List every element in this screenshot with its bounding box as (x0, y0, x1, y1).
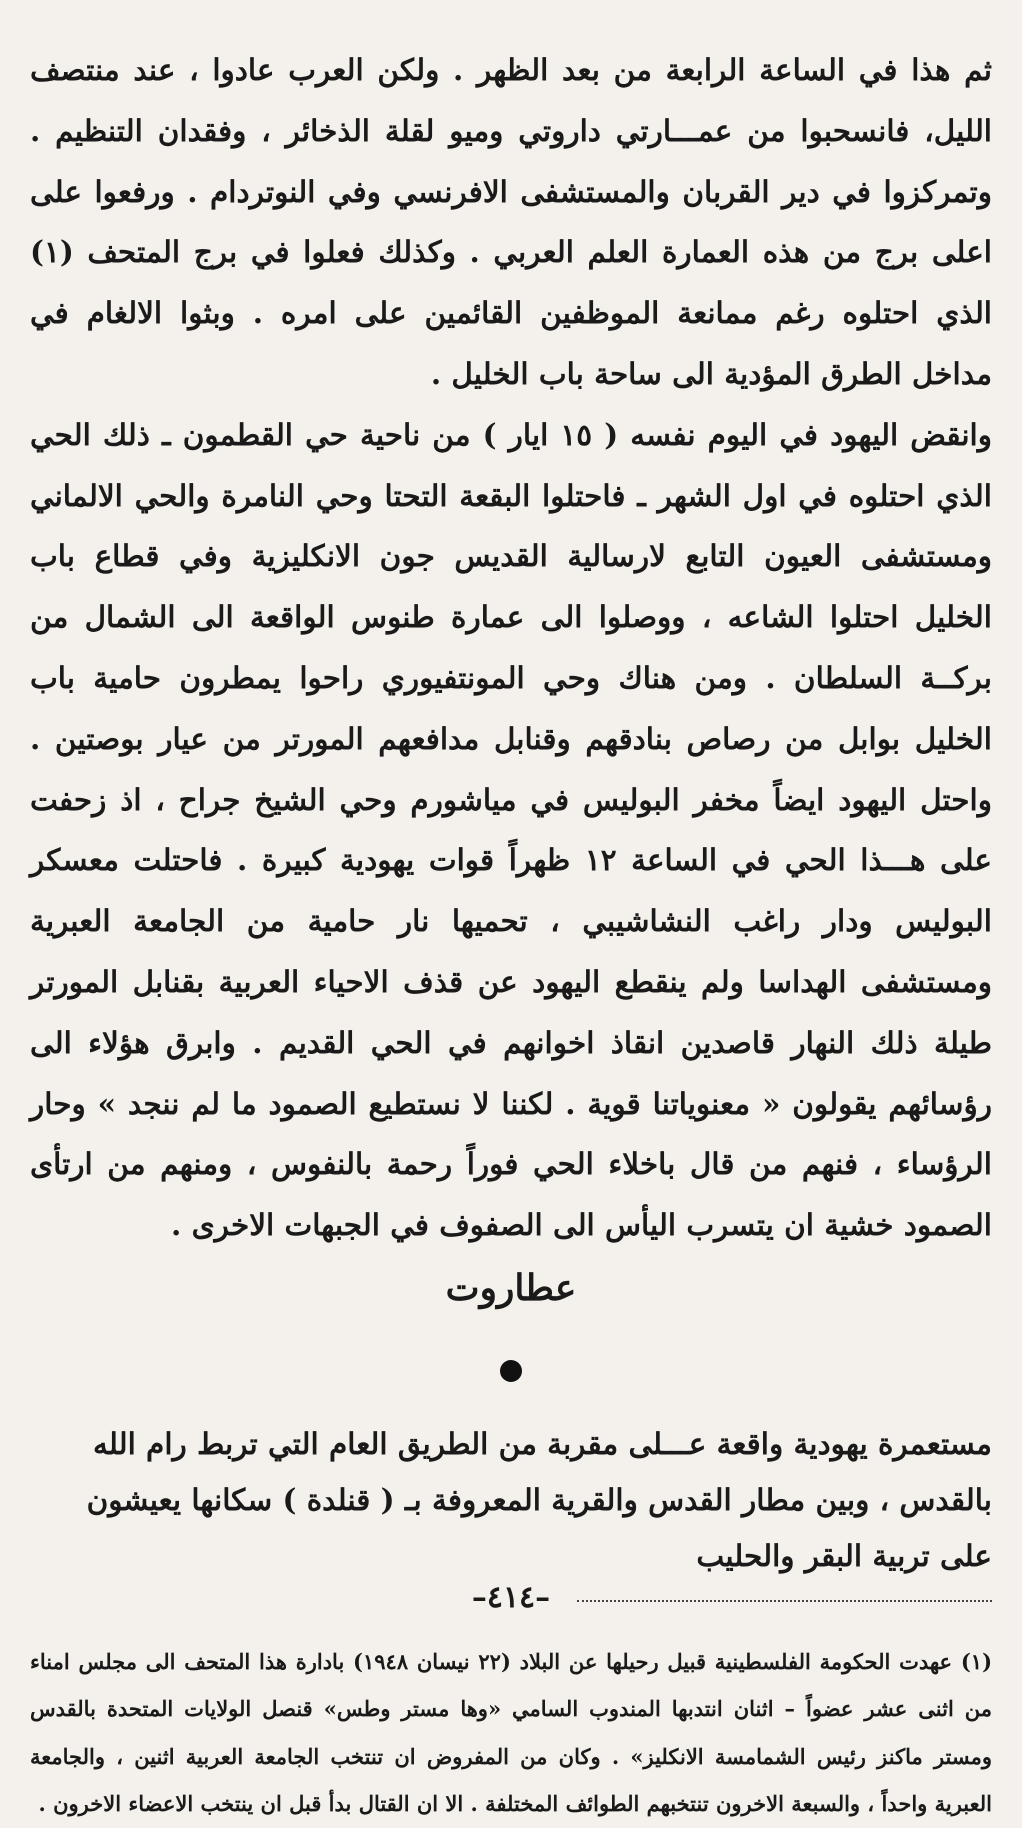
main-text (30, 40, 992, 1256)
paragraph-1: ثم هذا في الساعة الرابعة من بعد الظهر . ولكن العرب عادوا ، عند منتصف الليل، فانسحبوا من عمـــارتي داروتي وميو لقلة الذخائر ، وفقدان التنظيم . وتمركزوا في دير القربان والمستشفى الافرنسي وفي النوتردام . ورفعوا على اعلى برج من هذه العمارة العلم العربي . وكذلك فعلوا في برج المتحف (١) الذي احتلوه رغم ممانعة الموظفين القائمين على امره . وبثوا الالغام في مداخل الطرق المؤدية الى ساحة باب الخليل . (30, 52, 992, 391)
page-number: –٤١٤– (471, 1580, 551, 1615)
section-heading: عطاروت (445, 1266, 577, 1309)
bullet-icon (500, 1360, 522, 1382)
section-paragraph: مستعمرة يهودية واقعة عـــلى مقربة من الطريق العام التي تربط رام الله بالقدس ، وبين مطار القدس والقرية المعروفة بـ ( قنلدة ) سكانها يعيشون على تربية البقر والحليب (86, 1425, 992, 1573)
paragraph-2: وانقض اليهود في اليوم نفسه ( ١٥ ايار ) من ناحية حي القطمون ـ ذلك الحي الذي احتلوه في اول الشهر ـ فاحتلوا البقعة التحتا وحي النامرة والحي الالماني ومستشفى العيون التابع لارسالية القديس جون الانكليزية وفي قطاع باب الخليل احتلوا الشاعه ، ووصلوا الى عمارة طنوس الواقعة الى الشمال من بركــة السلطان . ومن هناك وحي المونتفيوري راحوا يمطرون حامية باب الخليل بوابل من رصاص بنادقهم وقنابل مدافعهم المورتر من عيار بوصتين . واحتل اليهود ايضاً مخفر البوليس في مياشورم وحي الشيخ جراح ، اذ زحفت على هـــذا الحي في الساعة ١٢ ظهراً قوات يهودية كبيرة . فاحتلت معسكر البوليس ودار راغب النشاشيبي ، تحميها نار حامية من الجامعة العبرية ومستشفى الهداسا ولم ينقطع اليهود عن قذف الاحياء العربية بقنابل المورتر طيلة ذلك النهار قاصدين انقاذ اخوانهم في الحي القديم . وابرق هؤلاء الى رؤسائهم يقولون « معنوياتنا قوية . لكننا لا نستطيع الصمود ما لم ننجد » وحار الرؤساء ، فنهم من قال باخلاء الحي فوراً رحمة بالنفوس ، ومنهم من ارتأى الصمود خشية ان يتسرب اليأس الى الصفوف في الجبهات الاخرى . (30, 416, 992, 1243)
footnote: (١) عهدت الحكومة الفلسطينية قبيل رحيلها عن البلاد (٢٢ نيسان ١٩٤٨) بادارة هذا المتحف الى مجلس امناء من اثنى عشر عضواً – اثنان انتدبها المندوب السامي «وها مستر وطس» قنصل الولايات المتحدة بالقدس ومستر ماكنز رئيس الشمامسة الانكليز» . وكان من المفروض ان تنتخب الجامعة العربية اثنين ، والجامعة العبرية واحداً ، والسبعة الاخرون تنتخبهم الطوائف المختلفة . الا ان القتال بدأ قبل ان ينتخب الاعضاء الاخرون . (30, 1648, 992, 1817)
